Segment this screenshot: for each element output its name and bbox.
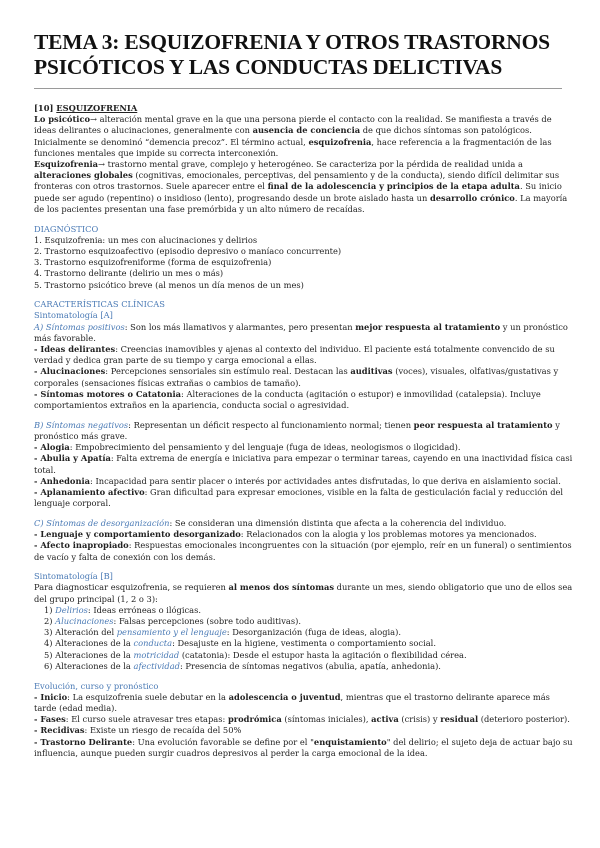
section-heading-diagnostico: DIAGNÓSTICO [34,223,99,234]
subheading-sintomatologia-a: Sintomatología [A] [34,310,113,321]
list-item: 1. Esquizofrenia: un mes con alucinaciones y delirios [34,234,258,245]
subheading-sintomatologia-b: Sintomatología [B] [34,571,113,582]
paragraph-psicotico: Lo psicótico→ alteración mental grave en la que una persona pierde el contacto con la realidad. Se manifiesta a través de ideas delirantes o alucinaciones, generalmente con ausencia de conciencia de que dichos síntomas son patológicos. Inicialmente se denominó “demencia precoz”. El término actual, esquizofrenia, hace referencia a la fragmentación de las funciones mentales que impide su correcta interconexión. [34,114,552,158]
list-item: - Aplanamiento afectivo: Gran dificultad para expresar emociones, visible en la falta de gesticulación facial y reducción del lenguaje corporal. [34,487,564,509]
list-item: - Lenguaje y comportamiento desorganizado: Relacionados con la alogia y los problemas motores ya mencionados. [34,529,537,540]
list-item: 4. Trastorno delirante (delirio un mes o más) [34,268,224,279]
section-heading-esquizofrenia: [10] ESQUIZOFRENIA [34,103,138,113]
list-item: - Abulia y Apatía: Falta extrema de energía e iniciativa para empezar o terminar tareas, cayendo en una inactividad física casi total. [34,453,573,475]
paragraph-esquizofrenia: Esquizofrenia→ trastorno mental grave, complejo y heterogéneo. Se caracteriza por la pérdida de realidad unida a alteraciones globales (cognitivas, emocionales, perceptivas, del pensamiento y de la conducta), siendo difícil delimitar sus fronteras con otros trastornos. Suele aparecer entre el final de la adolescencia y principios de la etapa adulta. Su inicio puede ser agudo (repentino) o insidioso (lento), progresando desde un brote aislado hasta un desarrollo crónico. La mayoría de los pacientes presentan una fase premórbida y un alto número de recaídas. [34,159,568,214]
list-item: 5. Trastorno psicótico breve (al menos un día menos de un mes) [34,279,304,290]
paragraph-criterio-diagnostico: Para diagnosticar esquizofrenia, se requieren al menos dos síntomas durante un mes, siendo obligatorio que uno de ellos sea del grupo principal (1, 2 o 3): [34,582,573,604]
list-item: - Fases: El curso suele atravesar tres etapas: prodrómica (síntomas iniciales), activa (crisis) y residual (deterioro posterior). [34,714,570,725]
title-divider [34,88,562,89]
page-title [34,30,574,80]
list-item: 2. Trastorno esquizoafectivo (episodio depresivo o maníaco concurrente) [34,245,342,256]
list-item: - Afecto inapropiado: Respuestas emocionales incongruentes con la situación (por ejemplo, reír en un funeral) o sentimientos de vacío y falta de conexión con los demás. [34,540,572,562]
list-item: 4) Alteraciones de la conducta: Desajuste en la higiene, vestimenta o comportamiento social. [44,638,436,649]
title-line-2: PSICÓTICOS Y LAS CONDUCTAS DELICTIVAS [34,55,503,79]
list-item: 3) Alteración del pensamiento y el lenguaje: Desorganización (fuga de ideas, alogia). [44,627,401,638]
list-item: - Recidivas: Existe un riesgo de recaída del 50% [34,725,242,736]
title-line-1: TEMA 3: ESQUIZOFRENIA Y OTROS TRASTORNOS [34,30,550,54]
document-page [34,30,574,759]
paragraph-sintomas-negativos: B) Síntomas negativos: Representan un déficit respecto al funcionamiento normal; tienen peor respuesta al tratamiento y pronóstico más grave. [34,419,560,441]
list-item: - Inicio: La esquizofrenia suele debutar en la adolescencia o juventud, mientras que el trastorno delirante aparece más tarde (edad media). [34,691,550,713]
section-heading-caracteristicas: CARACTERÍSTICAS CLÍNICAS [34,299,165,310]
list-item: - Anhedonia: Incapacidad para sentir placer o interés por actividades antes disfrutadas, lo que deriva en aislamiento social. [34,475,561,486]
list-item: 2) Alucinaciones: Falsas percepciones (sobre todo auditivas). [44,616,301,627]
list-item: - Trastorno Delirante: Una evolución favorable se define por el "enquistamiento" del delirio; el sujeto deja de actuar bajo su influencia, aunque pueden surgir cuadros depresivos al perder la carga emocional de la idea. [34,736,573,758]
paragraph-sintomas-desorganizacion: C) Síntomas de desorganización: Se consideran una dimensión distinta que afecta a la coherencia del individuo. [34,517,507,528]
list-item: - Síntomas motores o Catatonia: Alteraciones de la conducta (agitación o estupor) e inmovilidad (catalepsia). Incluye comportamientos extraños en la apariencia, conducta social o agresividad. [34,388,541,411]
list-item: - Ideas delirantes: Creencias inamovibles y ajenas al contexto del individuo. El paciente está totalmente convencido de su verdad y dedica gran parte de su tiempo y carga emocional a ellas. [34,344,555,366]
list-item: 3. Trastorno esquizofreniforme (forma de esquizofrenia) [34,257,272,268]
subheading-evolucion: Evolución, curso y pronóstico [34,680,159,691]
list-item: 1) Delirios: Ideas erróneas o ilógicas. [44,604,201,615]
paragraph-sintomas-positivos: A) Síntomas positivos: Son los más llamativos y alarmantes, pero presentan mejor respuesta al tratamiento y un pronóstico más favorable. [34,321,568,343]
list-item: - Alucinaciones: Percepciones sensoriales sin estímulo real. Destacan las auditivas (voces), visuales, olfativas/gustativas y corporales (sensaciones físicas extrañas o cambios de tamaño). [34,366,559,388]
list-item: - Alogia: Empobrecimiento del pensamiento y del lenguaje (fuga de ideas, neologismos o ilogicidad). [34,442,461,453]
list-item: 5) Alteraciones de la motricidad (catatonia): Desde el estupor hasta la agitación o flexibilidad cérea. [44,649,467,660]
list-item: 6) Alteraciones de la afectividad: Presencia de síntomas negativos (abulia, apatía, anhedonia). [44,660,441,671]
